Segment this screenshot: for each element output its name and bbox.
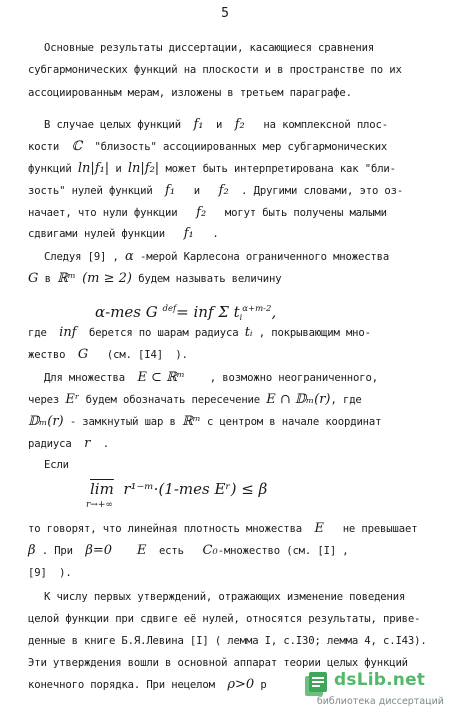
math-complex-plane: ℂ (71, 139, 82, 154)
text-line: Для множества E ⊂ ℝᵐ , возможно неограниченного, (44, 370, 378, 385)
text-line: жество G (см. [I4] ). (28, 347, 188, 362)
text-line: где inf берется по шарам радиуса tᵢ , покрывающим мно- (28, 325, 371, 340)
text-line: Если (44, 459, 69, 471)
math-alpha: α (124, 249, 134, 264)
text-line: К числу первых утверждений, отражающих изменение поведения (44, 591, 406, 603)
dslib-logo-icon (302, 669, 332, 699)
text-line: Основные результаты диссертации, касающиеся сравнения (44, 42, 375, 54)
math-inf: inf (59, 325, 77, 340)
math-e-r: Eʳ (65, 392, 80, 407)
text-line: сдвигами нулей функции f₁ . (28, 226, 219, 241)
math-set-g: G (28, 271, 39, 286)
math-e-subset: E ⊂ ℝᵐ (137, 370, 185, 385)
text-line: 𝔻ₘ(r) - замкнутый шар в ℝᵐ с центром в начале координат (28, 414, 382, 429)
text-line: то говорят, что линейная плотность множества E не превышает (28, 521, 418, 536)
math-e-cap-d: E ∩ 𝔻ₘ(r) (266, 392, 331, 407)
text-line: кости ℂ "близость" ассоциированных мер субгармонических (28, 139, 388, 154)
text-line: Эти утверждения вошли в основной аппарат теории целых функций (28, 657, 408, 669)
math-m-condition: (m ≥ 2) (82, 271, 133, 286)
text-line: через Eʳ будем обозначать пересечение E ∩ 𝔻ₘ(r), где (28, 392, 362, 407)
math-beta-zero: β=0 (85, 543, 113, 558)
math-c0: C₀ (202, 543, 218, 558)
text-line: радиуса r . (28, 436, 109, 451)
math-r: r (84, 436, 91, 451)
text-line: Следуя [9] , α -мерой Карлесона ограниченного множества (44, 249, 390, 264)
text-line: зость" нулей функций f₁ и f₂ . Другими словами, это оз- (28, 183, 404, 198)
math-rho-condition: ρ>0 (227, 677, 255, 692)
math-rm: ℝᵐ (57, 271, 76, 286)
text-line: функций ln|f₁| и ln|f₂| может быть интерпретирована как "бли- (28, 161, 396, 176)
text-line: субгармонических функций на плоскости и в пространстве по их (28, 64, 402, 76)
text-line: β . При β=0 E есть C₀-множество (см. [I] , (28, 543, 349, 558)
def-marker: def (162, 304, 177, 314)
math-f2: f₂ (234, 117, 245, 132)
formula-carleson-measure: α-mes G $^{def}$= inf Σ $t_i^{\alpha+m-2}$, (95, 303, 277, 322)
math-f1: f₁ (193, 117, 204, 132)
text-line: начает, что нули функции f₂ могут быть получены малыми (28, 205, 387, 220)
text-line: ассоциированным мерам, изложены в третьем параграфе. (28, 87, 352, 99)
text-line: конечного порядка. При нецелом ρ>0 р (28, 677, 267, 692)
dslib-watermark (302, 669, 444, 713)
formula-linear-density: $\overline{lim}$ r¹⁻ᵐ·(1-mes Eʳ) ≤ β (90, 480, 268, 498)
page-number: 5 (221, 6, 229, 21)
text-line: В случае целых функций f₁ и f₂ на комплексной плос- (44, 117, 388, 132)
formula-lim-subscript: r→+∞ (86, 500, 113, 510)
text-line: G в ℝᵐ (m ≥ 2) будем называть величину (28, 271, 282, 286)
math-t-i: tᵢ (244, 325, 253, 340)
math-ln-f2: ln|f₂| (127, 161, 160, 176)
watermark-brand: dsLib.net (334, 670, 426, 690)
math-ln-f1: ln|f₁| (77, 161, 110, 176)
math-sep: и (115, 163, 122, 175)
text-line: целой функции при сдвиге её нулей, относятся результаты, приве- (28, 613, 421, 625)
math-d-r: 𝔻ₘ(r) (28, 414, 64, 429)
text-line: [9] ). (28, 567, 72, 579)
math-beta: β (28, 543, 36, 558)
text-line: денные в книге Б.Я.Левина [I] ( лемма I, с.I30; лемма 4, с.I43). (28, 635, 427, 647)
watermark-subtitle: библиотека диссертаций (316, 696, 444, 707)
